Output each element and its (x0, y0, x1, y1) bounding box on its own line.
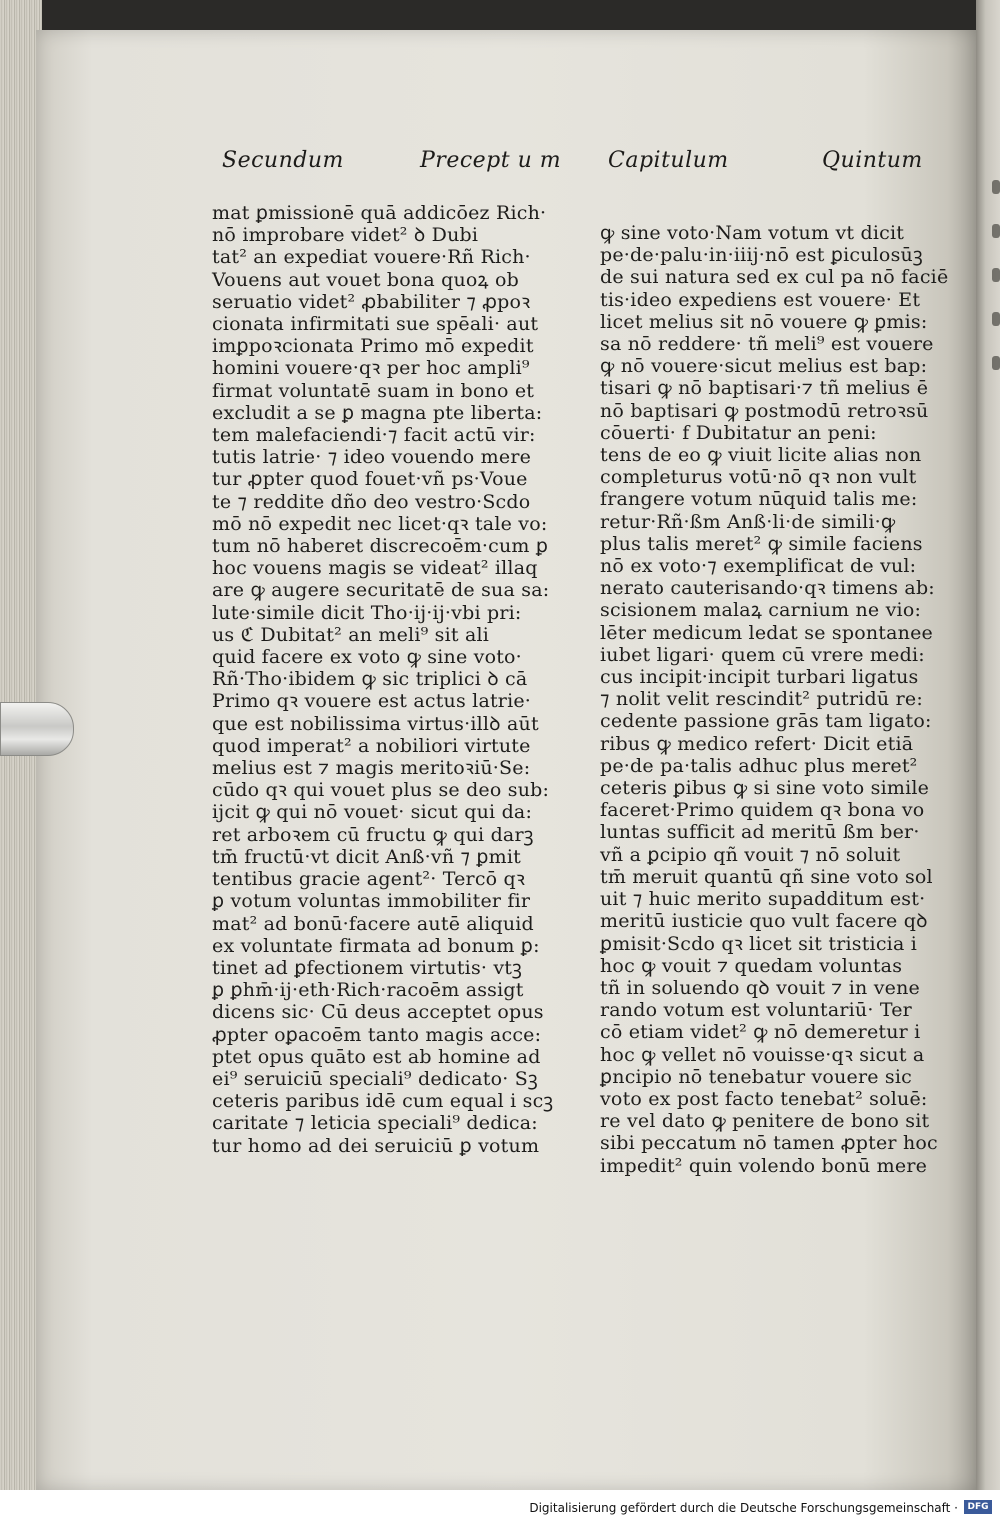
text-line: cōuerti· f Dubitatur an peni: (600, 421, 877, 444)
adjacent-page-glyph (992, 312, 1000, 326)
text-line: mat² ad bonū·facere autē aliquid (212, 912, 534, 935)
text-line: pe·de·palu·in·iiij·nō est ꝑiculosūꝫ (600, 244, 923, 267)
text-line: nō baptisari ꝙ postmodū retroꝛsū (600, 399, 929, 422)
text-line: lute·simile dicit Tho·ij·ij·vbi pri: (212, 601, 522, 624)
text-line: cionata infirmitati sue spēali· aut (212, 313, 539, 336)
text-line: completurus votū·nō qꝛ non vult (600, 466, 917, 489)
text-line: te ⁊ reddite dño deo vestro·Scdo (212, 490, 531, 513)
text-line: dicens sic· Cū deus acceptet opus (212, 1001, 544, 1024)
text-line: ꝑ votum voluntas immobiliter fir (212, 890, 531, 913)
text-line: frangere votum nūquid talis me: (600, 488, 918, 511)
text-line: tem malefaciendi·⁊ facit actū vir: (212, 424, 536, 447)
running-head-left-a: Secundum (222, 148, 344, 173)
text-line: ꝑmisit·Scdo qꝛ licet sit tristicia i (600, 932, 917, 955)
text-column-right (600, 222, 949, 1177)
text-line: uit ⁊ huic merito supadditum est· (600, 888, 926, 911)
adjacent-page-glyph (992, 224, 1000, 238)
text-line: tis·ideo expediens est vouere· Et (600, 288, 921, 311)
text-line: tñ in soluendo qꝺ vouit ⁊ in vene (600, 976, 920, 999)
text-line: luntas sufficit ad meritū ßm ber· (600, 821, 920, 844)
text-line: ex voluntate firmata ad bonum ꝑ: (212, 934, 540, 957)
text-line: faceret·Primo quidem qꝛ bona vo (600, 799, 925, 822)
text-line: quod imperat² a nobiliori virtute (212, 734, 531, 757)
text-line: cedente passione grās tam ligato: (600, 710, 932, 733)
text-line: ꝙ nō vouere·sicut melius est bap: (600, 355, 928, 378)
running-head-left-b: Precept u m (420, 148, 562, 173)
text-line: tutis latrie· ⁊ ideo vouendo mere (212, 446, 532, 469)
text-line: tm̄ meruit quantū qñ sine voto sol (600, 865, 933, 888)
text-line: retur·Rñ·ßm Anß·li·de simili·ꝙ (600, 510, 896, 533)
text-line: tens de eo ꝙ viuit licite alias non (600, 444, 922, 467)
text-line: firmat voluntatē suam in bono et (212, 379, 535, 402)
text-line: nō ex voto·⁊ exemplificat de vul: (600, 555, 917, 578)
text-line: excludit a se ꝑ magna pte liberta: (212, 401, 543, 424)
text-line: de sui natura sed ex cul pa nō faciē (600, 266, 949, 289)
text-line: ijcit ꝙ qui nō vouet· sicut qui da: (212, 801, 533, 824)
text-line: hoc vouens magis se videat² illaq (212, 557, 538, 580)
text-line: tur ꝓpter quod fouet·vñ ps·Voue (212, 468, 528, 491)
adjacent-page-glyph (992, 268, 1000, 282)
text-line: que est nobilissima virtus·illꝺ aūt (212, 712, 539, 735)
text-line: ribus ꝙ medico refert· Dicit etiā (600, 732, 914, 755)
text-line: tinet ad ꝑfectionem virtutis· vtꝫ (212, 956, 523, 979)
text-line: tum nō haberet discrecoēm·cum ꝑ (212, 535, 549, 558)
text-line: tm̄ fructū·vt dicit Anß·vñ ⁊ ꝑmit (212, 845, 522, 868)
text-line: ꝓpter oꝑacoēm tanto magis acce: (212, 1023, 542, 1046)
text-line: ceteris ꝑibus ꝙ si sine voto simile (600, 777, 930, 800)
text-line: caritate ⁊ leticia speciali⁹ dedica: (212, 1112, 538, 1135)
text-line: ptet opus quāto est ab homine ad (212, 1045, 541, 1068)
text-line: iubet ligari· quem cū vrere medi: (600, 643, 925, 666)
text-line: are ꝙ augere securitatē de sua sa: (212, 579, 550, 602)
adjacent-page-glyph (992, 356, 1000, 370)
text-line: lēter medicum ledat se spontanee (600, 621, 933, 644)
text-line: sibi peccatum nō tamen ꝓpter hoc (600, 1132, 938, 1155)
text-line: tisari ꝙ nō baptisari·⁊ tñ melius ē (600, 377, 929, 400)
text-line: cūdo qꝛ qui vouet plus se deo sub: (212, 779, 550, 802)
text-line: ei⁹ seruiciū speciali⁹ dedicato· Sꝫ (212, 1067, 538, 1090)
text-line: imꝑpoꝛcionata Primo mō expedit (212, 335, 534, 358)
text-line: ret arboꝛem cū fructu ꝙ qui darꝫ (212, 823, 534, 846)
text-line: Rñ·Tho·ibidem ꝙ sic triplici ꝺ cā (212, 668, 528, 691)
text-line: nerato cauterisando·qꝛ timens ab: (600, 577, 935, 600)
text-line: us ℭ Dubitat² an meli⁹ sit ali (212, 623, 490, 646)
text-line: Primo qꝛ vouere est actus latrie· (212, 690, 532, 713)
text-line: nō improbare videt² ꝺ Dubi (212, 224, 479, 247)
text-column-left (212, 202, 554, 1157)
text-line: ceteris paribus idē cum equal i scꝫ (212, 1090, 554, 1113)
text-line: licet melius sit nō vouere ꝙ ꝑmis: (600, 310, 928, 333)
text-line: vñ a ꝑcipio qñ vouit ⁊ nō soluit (600, 843, 901, 866)
text-line: ꝙ sine voto·Nam votum vt dicit (600, 222, 905, 244)
text-line: impedit² quin volendo bonū mere (600, 1154, 928, 1177)
funding-notice: Digitalisierung gefördert durch die Deutsche Forschungsgemeinschaft · (529, 1501, 958, 1515)
running-head-right-b: Quintum (822, 148, 923, 173)
text-line: melius est ⁊ magis meritoꝛiū·Se: (212, 757, 531, 780)
text-line: cō etiam videt² ꝙ nō demeretur i (600, 1021, 921, 1044)
text-line: hoc ꝙ vouit ⁊ quedam voluntas (600, 954, 903, 977)
text-line: Vouens aut vouet bona quoꝝ ob (212, 268, 519, 291)
text-line: cus incipit·incipit turbari ligatus (600, 666, 919, 689)
text-line: hoc ꝙ vellet nō vouisse·qꝛ sicut a (600, 1043, 925, 1066)
adjacent-page-glyph (992, 180, 1000, 194)
running-head-right-a: Capitulum (608, 148, 729, 173)
text-line: mō nō expedit nec licet·qꝛ tale vo: (212, 512, 548, 535)
text-line: scisionem malaꝝ carnium ne vio: (600, 599, 922, 622)
text-line: tentibus gracie agent²· Tercō qꝛ (212, 868, 526, 891)
text-line: tur homo ad dei seruiciū ꝑ votum (212, 1134, 540, 1157)
text-line: seruatio videt² ꝓbabiliter ⁊ ꝓpoꝛ (212, 290, 531, 313)
text-line: tat² an expediat vouere·Rñ Rich· (212, 246, 531, 269)
text-line: pe·de pa·talis adhuc plus meret² (600, 754, 918, 777)
text-line: mat ꝑmissionē quā addicōez Rich· (212, 202, 547, 224)
text-line: voto ex post facto tenebat² soluē: (600, 1087, 928, 1110)
text-line: meritū iusticie quo vult facere qꝺ (600, 910, 928, 933)
text-line: homini vouere·qꝛ per hoc ampli⁹ (212, 357, 530, 380)
text-line: ꝑ ꝑhm̄·ij·eth·Rich·racoēm assigt (212, 979, 524, 1002)
text-line: plus talis meret² ꝙ simile faciens (600, 532, 923, 555)
text-line: sa nō reddere· tñ meli⁹ est vouere (600, 333, 934, 356)
page-clip (0, 702, 74, 756)
text-line: quid facere ex voto ꝙ sine voto· (212, 646, 522, 669)
text-line: ⁊ nolit velit rescindit² putridū re: (600, 688, 923, 711)
text-line: re vel dato ꝙ penitere de bono sit (600, 1110, 930, 1133)
text-line: rando votum est voluntariū· Ter (600, 999, 912, 1022)
text-line: ꝑncipio nō tenebatur vouere sic (600, 1065, 912, 1088)
dfg-logo-icon: DFG (964, 1500, 992, 1514)
